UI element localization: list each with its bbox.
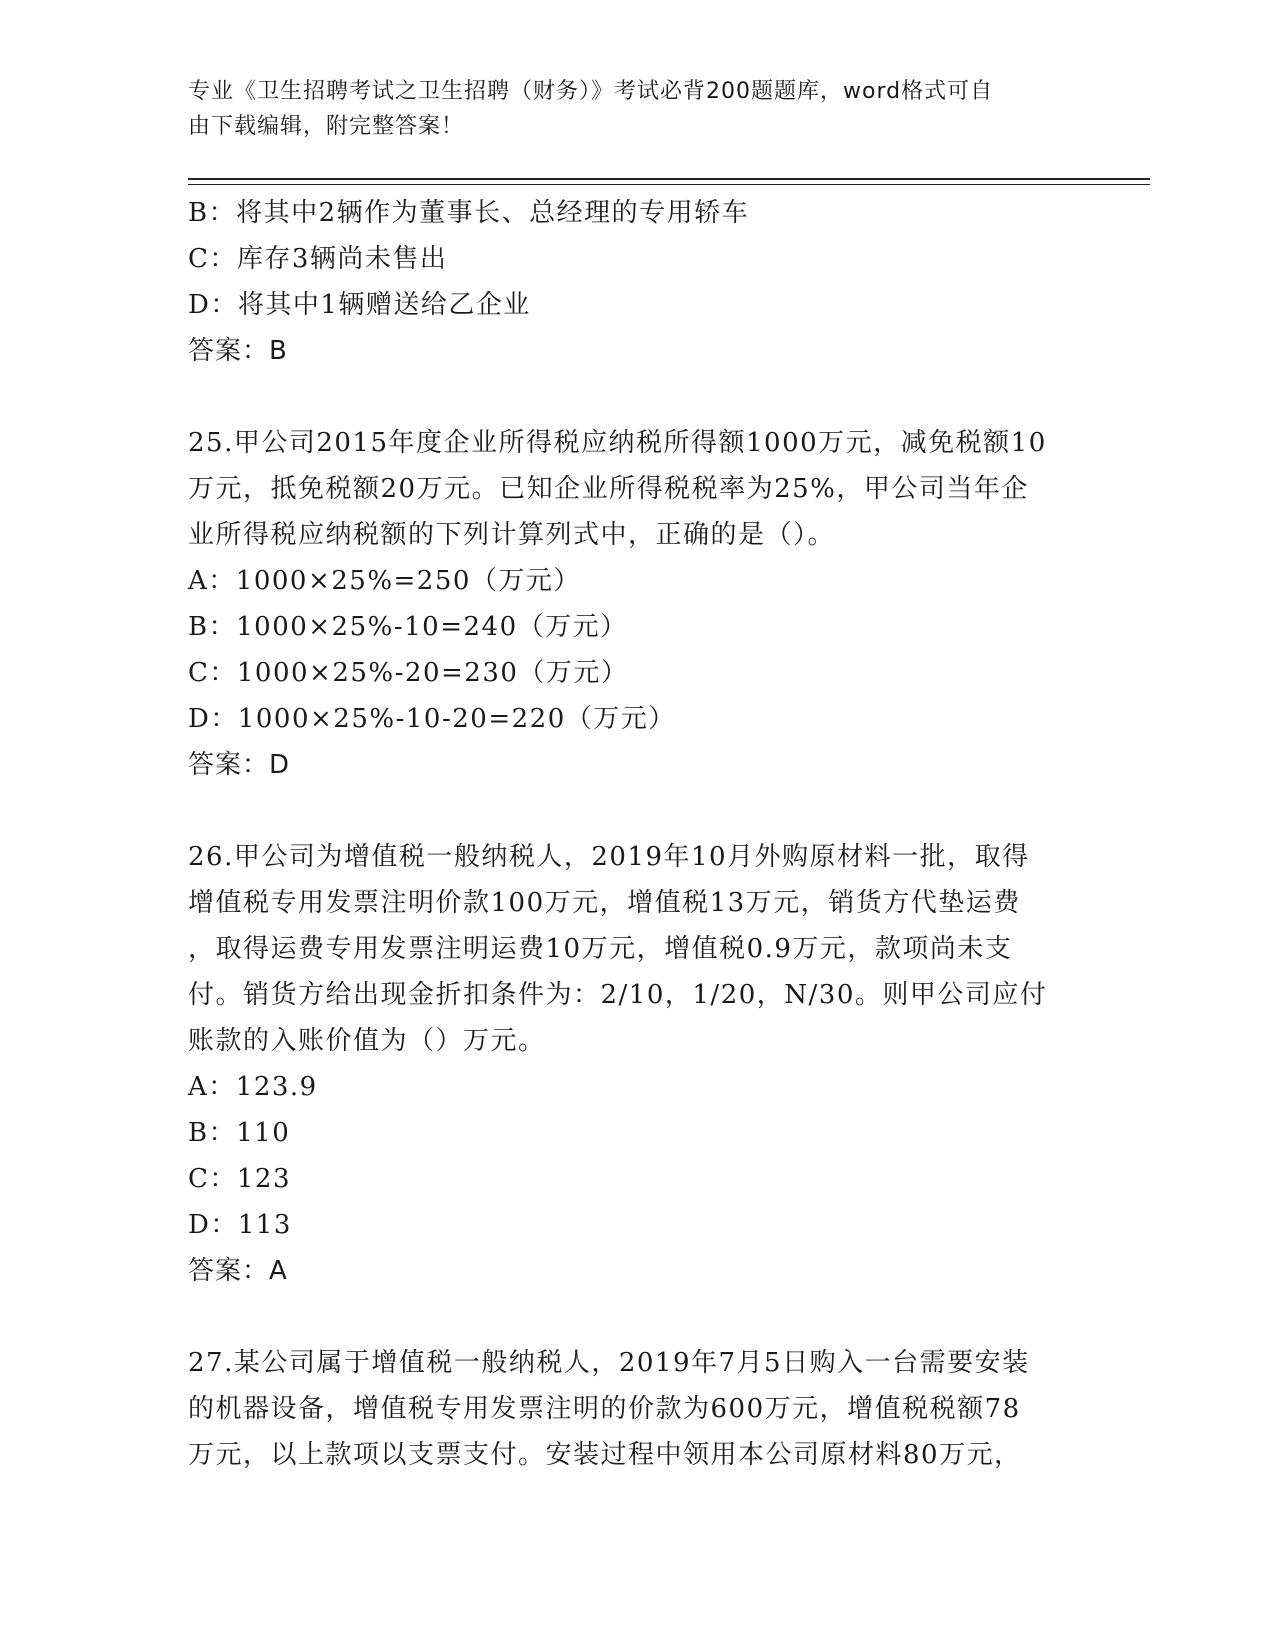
- header-title-line-1: 专业《卫生招聘考试之卫生招聘（财务）》考试必背200题题库，word格式可自: [188, 79, 994, 104]
- header-rule-thin: [188, 184, 1150, 185]
- question-26: [188, 834, 1088, 1294]
- spacer: [188, 788, 1088, 834]
- spacer: [188, 374, 1088, 420]
- option-b: B：将其中2辆作为董事长、总经理的专用轿车: [188, 198, 750, 228]
- header-title-line-2: 由下载编辑，附完整答案！: [188, 114, 465, 139]
- question-stem: ，取得运费专用发票注明运费10万元，增值税0.9万元，款项尚未支: [188, 934, 1013, 964]
- header-rule-thick: [188, 178, 1150, 180]
- question-stem: 万元，以上款项以支票支付。安装过程中领用本公司原材料80万元，: [188, 1440, 1022, 1470]
- option-b: B：1000×25%-10=240（万元）: [188, 612, 628, 642]
- question-stem: 万元，抵免税额20万元。已知企业所得税税率为25%，甲公司当年企: [188, 474, 1029, 504]
- option-c: C：库存3辆尚未售出: [188, 244, 448, 274]
- document-header: [188, 74, 1068, 144]
- question-27: [188, 1340, 1088, 1478]
- question-stem: 27.某公司属于增值税一般纳税人，2019年7月5日购入一台需要安装: [188, 1348, 1030, 1378]
- question-stem: 25.甲公司2015年度企业所得税应纳税所得额1000万元，减免税额10: [188, 428, 1047, 458]
- option-d: D：将其中1辆赠送给乙企业: [188, 290, 531, 320]
- answer-line: 答案：A: [188, 1256, 288, 1286]
- spacer: [188, 1294, 1088, 1340]
- question-content: [188, 190, 1088, 1478]
- answer-line: 答案：D: [188, 750, 291, 780]
- option-c: C：1000×25%-20=230（万元）: [188, 658, 629, 688]
- question-stem: 的机器设备，增值税专用发票注明的价款为600万元，增值税税额78: [188, 1394, 1021, 1424]
- option-a: A：1000×25%=250（万元）: [188, 566, 581, 596]
- answer-line: 答案：B: [188, 336, 288, 366]
- question-stem: 业所得税应纳税额的下列计算列式中，正确的是（）。: [188, 520, 836, 550]
- question-24-tail: [188, 190, 1088, 374]
- option-d: D：1000×25%-10-20=220（万元）: [188, 704, 676, 734]
- question-25: [188, 420, 1088, 788]
- question-stem: 26.甲公司为增值税一般纳税人，2019年10月外购原材料一批，取得: [188, 842, 1030, 872]
- option-b: B：110: [188, 1118, 291, 1148]
- option-a: A：123.9: [188, 1072, 318, 1102]
- option-c: C：123: [188, 1164, 292, 1194]
- question-stem: 付。销货方给出现金折扣条件为：2/10，1/20，N/30。则甲公司应付: [188, 980, 1048, 1010]
- question-stem: 增值税专用发票注明价款100万元，增值税13万元，销货方代垫运费: [188, 888, 1021, 918]
- question-stem: 账款的入账价值为（）万元。: [188, 1026, 546, 1056]
- option-d: D：113: [188, 1210, 292, 1240]
